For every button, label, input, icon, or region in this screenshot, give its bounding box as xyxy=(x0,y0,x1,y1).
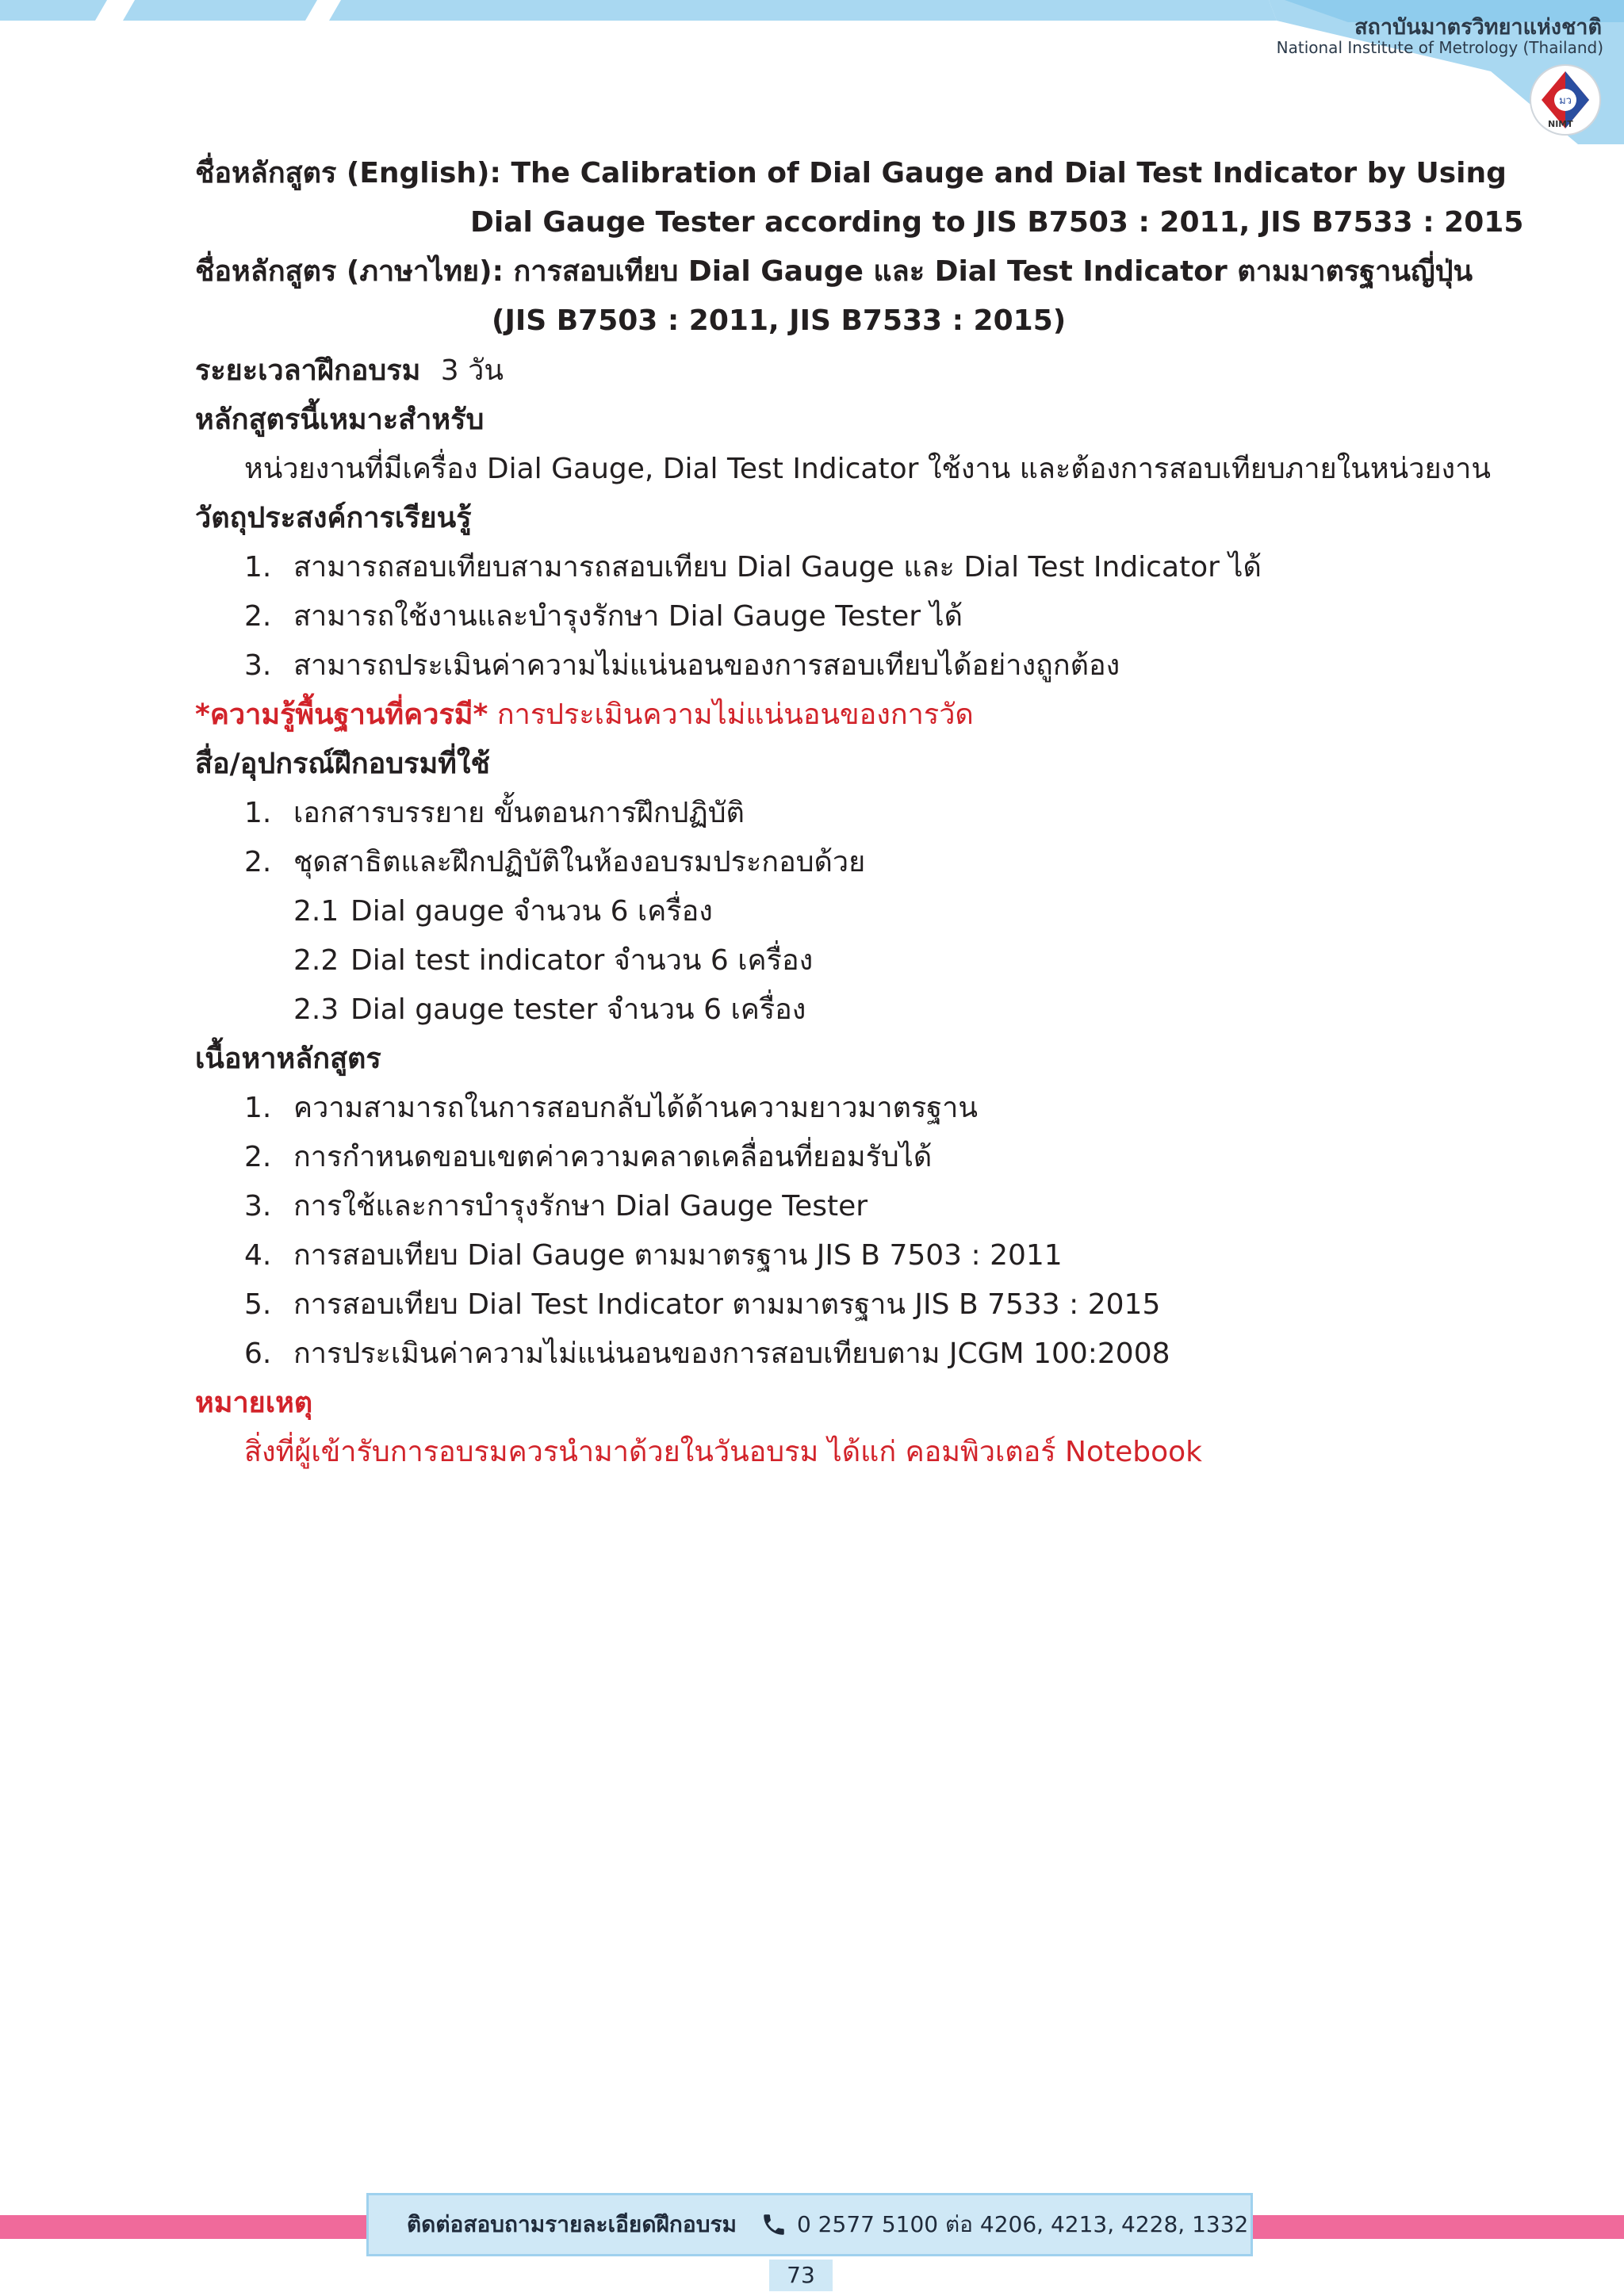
title-thai-text-1: การสอบเทียบ Dial Gauge และ Dial Test Indicator ตามมาตรฐานญี่ปุ่น xyxy=(513,255,1473,288)
duration-line xyxy=(195,354,504,388)
page-number: 73 xyxy=(769,2260,833,2291)
objective-item: 2. สามารถใช้งานและบำรุงรักษา Dial Gauge Tester ได้ xyxy=(244,600,963,633)
media-sub-item: 2.2 Dial test indicator จำนวน 6 เครื่อง xyxy=(293,944,814,977)
content-item: 2. การกำหนดขอบเขตค่าความคลาดเคลื่อนที่ยอมรับได้ xyxy=(244,1141,933,1173)
prerequisite-label: *ความรู้พื้นฐานที่ควรมี* xyxy=(195,698,488,731)
media-sub-item: 2.3 Dial gauge tester จำนวน 6 เครื่อง xyxy=(293,993,806,1026)
title-english-line-1 xyxy=(195,156,1507,191)
content-item: 6. การประเมินค่าความไม่แน่นอนของการสอบเทียบตาม JCGM 100:2008 xyxy=(244,1337,1170,1370)
content-item: 4. การสอบเทียบ Dial Gauge ตามมาตรฐาน JIS B 7503 : 2011 xyxy=(244,1239,1063,1272)
contact-box xyxy=(366,2193,1253,2256)
page-header xyxy=(0,0,1624,151)
suitable-text: หน่วยงานที่มีเครื่อง Dial Gauge, Dial Test Indicator ใช้งาน และต้องการสอบเทียบภายในหน่วยงาน xyxy=(244,453,1491,485)
contact-label: ติดต่อสอบถามรายละเอียดฝึกอบรม xyxy=(407,2211,737,2237)
content-item: 1. ความสามารถในการสอบกลับได้ด้านความยาวมาตรฐาน xyxy=(244,1092,978,1124)
title-english-label: ชื่อหลักสูตร (English): xyxy=(195,157,501,189)
title-thai-text-2: (JIS B7503 : 2011, JIS B7533 : 2015) xyxy=(492,304,1067,337)
prerequisite-line xyxy=(195,698,974,733)
media-sub-item: 2.1 Dial gauge จำนวน 6 เครื่อง xyxy=(293,895,713,928)
title-thai-line-1 xyxy=(195,254,1473,289)
duration-label: ระยะเวลาฝึกอบรม xyxy=(195,354,421,387)
duration-value: 3 วัน xyxy=(440,354,504,387)
media-item: 2. ชุดสาธิตและฝึกปฏิบัติในห้องอบรมประกอบด้วย xyxy=(244,846,866,878)
phone-icon xyxy=(760,2211,787,2238)
logo-inner-text: มว xyxy=(1559,95,1572,107)
title-english-text-1: The Calibration of Dial Gauge and Dial Test Indicator by Using xyxy=(511,157,1507,189)
content-heading: เนื้อหาหลักสูตร xyxy=(195,1043,381,1075)
objective-item: 3. สามารถประเมินค่าความไม่แน่นอนของการสอบเทียบได้อย่างถูกต้อง xyxy=(244,649,1120,682)
suitable-heading: หลักสูตรนี้เหมาะสำหรับ xyxy=(195,404,485,436)
title-thai-label: ชื่อหลักสูตร (ภาษาไทย): xyxy=(195,255,504,288)
logo-caption: NIMT xyxy=(1548,119,1573,129)
prerequisite-text: การประเมินความไม่แน่นอนของการวัด xyxy=(496,698,974,731)
contact-phone: 0 2577 5100 ต่อ 4206, 4213, 4228, 1332 xyxy=(796,2211,1249,2237)
objectives-heading: วัตถุประสงค์การเรียนรู้ xyxy=(195,502,472,534)
media-heading: สื่อ/อุปกรณ์ฝึกอบรมที่ใช้ xyxy=(195,748,490,780)
media-item: 1. เอกสารบรรยาย ขั้นตอนการฝึกปฏิบัติ xyxy=(244,797,745,829)
note-text: สิ่งที่ผู้เข้ารับการอบรมควรนำมาด้วยในวันอบรม ได้แก่ คอมพิวเตอร์ Notebook xyxy=(244,1436,1203,1468)
objective-item: 1. สามารถสอบเทียบสามารถสอบเทียบ Dial Gauge และ Dial Test Indicator ได้ xyxy=(244,551,1262,584)
title-english-text-2: Dial Gauge Tester according to JIS B7503 : 2011, JIS B7533 : 2015 xyxy=(470,206,1524,239)
note-heading: หมายเหตุ xyxy=(195,1387,313,1419)
institute-name-thai: สถาบันมาตรวิทยาแห่งชาติ xyxy=(1354,15,1602,40)
content-item: 5. การสอบเทียบ Dial Test Indicator ตามมาตรฐาน JIS B 7533 : 2015 xyxy=(244,1288,1161,1321)
content-item: 3. การใช้และการบำรุงรักษา Dial Gauge Tester xyxy=(244,1190,868,1223)
institute-name-english: National Institute of Metrology (Thailand) xyxy=(1276,38,1603,57)
